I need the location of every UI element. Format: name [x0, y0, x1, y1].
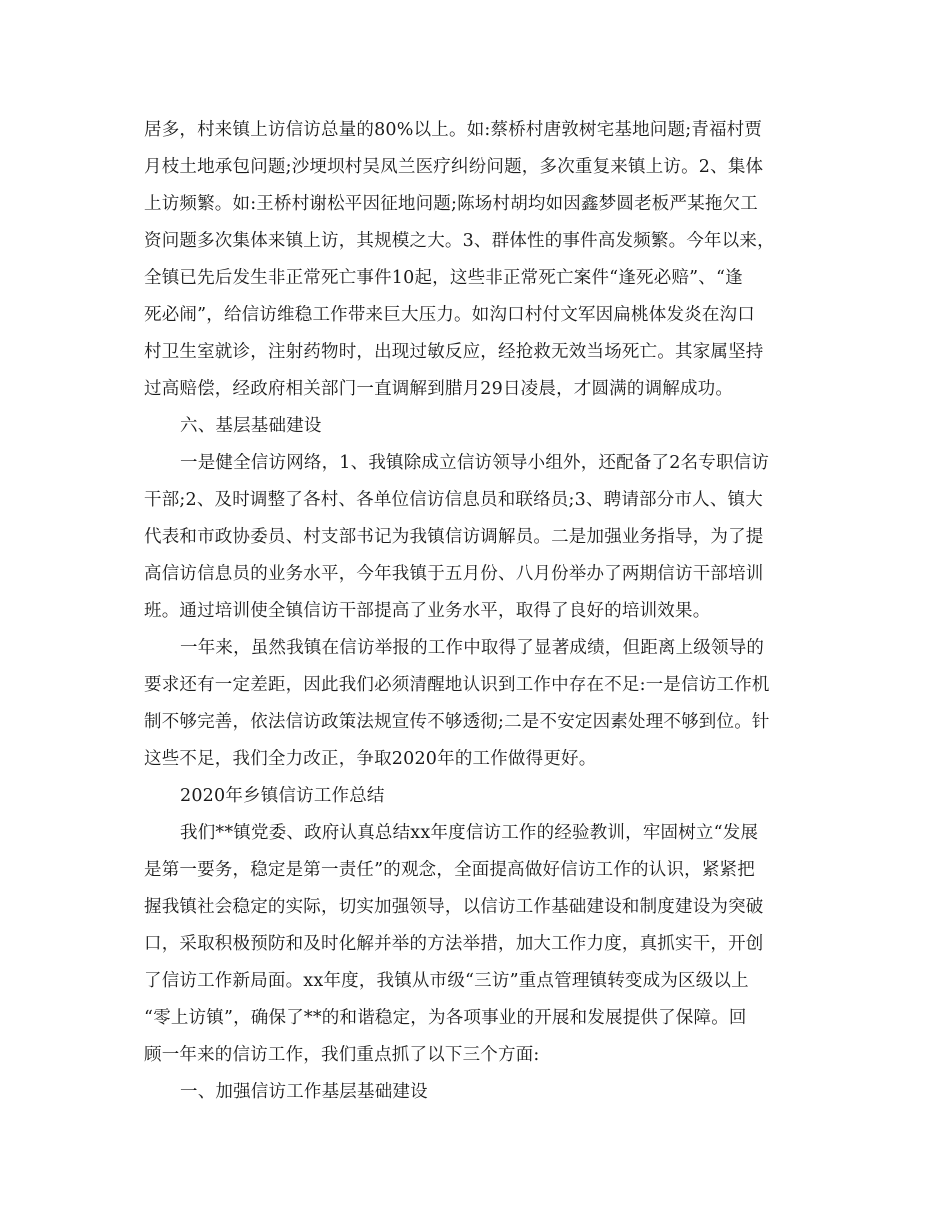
paragraph-line: 握我镇社会稳定的实际，切实加强领导，以信访工作基础建设和制度建设为突破	[144, 897, 764, 917]
paragraph-line: 代表和市政协委员、村支部书记为我镇信访调解员。二是加强业务指导，为了提	[144, 527, 764, 547]
paragraph-line: 村卫生室就诊，注射药物时，出现过敏反应，经抢救无效当场死亡。其家属坚持	[144, 342, 764, 362]
paragraph-line: 一是健全信访网络，1、我镇除成立信访领导小组外，还配备了2名专职信访	[180, 453, 770, 473]
paragraph-line: 班。通过培训使全镇信访干部提高了业务水平，取得了良好的培训效果。	[144, 601, 711, 621]
paragraph-line: 死必闹”，给信访维稳工作带来巨大压力。如沟口村付文军因扁桃体发炎在沟口	[144, 305, 755, 325]
paragraph-line: 上访频繁。如:王桥村谢松平因征地问题;陈场村胡均如因鑫梦圆老板严某拖欠工	[144, 194, 758, 214]
document-title: 2020年乡镇信访工作总结	[180, 786, 385, 806]
paragraph-line: 制不够完善，依法信访政策法规宣传不够透彻;二是不安定因素处理不够到位。针	[144, 712, 770, 732]
paragraph-line: 月枝土地承包问题;沙埂坝村吴凤兰医疗纠纷问题，多次重复来镇上访。2、集体	[144, 157, 764, 177]
paragraph-line: 这些不足，我们全力改正，争取2020年的工作做得更好。	[144, 749, 597, 769]
paragraph-line: 要求还有一定差距，因此我们必须清醒地认识到工作中存在不足:一是信访工作机	[144, 675, 770, 695]
paragraph-line: 口，采取积极预防和及时化解并举的方法举措，加大工作力度，真抓实干，开创	[144, 934, 764, 954]
paragraph-line: 全镇已先后发生非正常死亡事件10起，这些非正常死亡案件“逢死必赔”、“逢	[144, 268, 743, 288]
paragraph-line: 过高赔偿，经政府相关部门一直调解到腊月29日凌晨，才圆满的调解成功。	[144, 379, 734, 399]
paragraph-line: 是第一要务，稳定是第一责任”的观念，全面提高做好信访工作的认识，紧紧把	[144, 860, 755, 880]
paragraph-line: “零上访镇”，确保了**的和谐稳定，为各项事业的开展和发展提供了保障。回	[144, 1008, 747, 1028]
paragraph-line: 高信访信息员的业务水平，今年我镇于五月份、八月份举办了两期信访干部培训	[144, 564, 764, 584]
paragraph-line: 干部;2、及时调整了各村、各单位信访信息员和联络员;3、聘请部分市人、镇大	[144, 490, 763, 510]
paragraph-line: 了信访工作新局面。xx年度，我镇从市级“三访”重点管理镇转变成为区级以上	[144, 971, 749, 991]
section-heading: 六、基层基础建设	[180, 416, 322, 436]
paragraph-line: 资问题多次集体来镇上访，其规模之大。3、群体性的事件高发频繁。今年以来，	[144, 231, 775, 251]
section-heading: 一、加强信访工作基层基础建设	[180, 1082, 428, 1102]
paragraph-line: 顾一年来的信访工作，我们重点抓了以下三个方面:	[144, 1045, 540, 1065]
paragraph-line: 一年来，虽然我镇在信访举报的工作中取得了显著成绩，但距离上级领导的	[180, 638, 765, 658]
paragraph-line: 居多，村来镇上访信访总量的80%以上。如:蔡桥村唐敦树宅基地问题;青福村贾	[144, 120, 763, 140]
paragraph-line: 我们**镇党委、政府认真总结xx年度信访工作的经验教训，牢固树立“发展	[180, 823, 759, 843]
